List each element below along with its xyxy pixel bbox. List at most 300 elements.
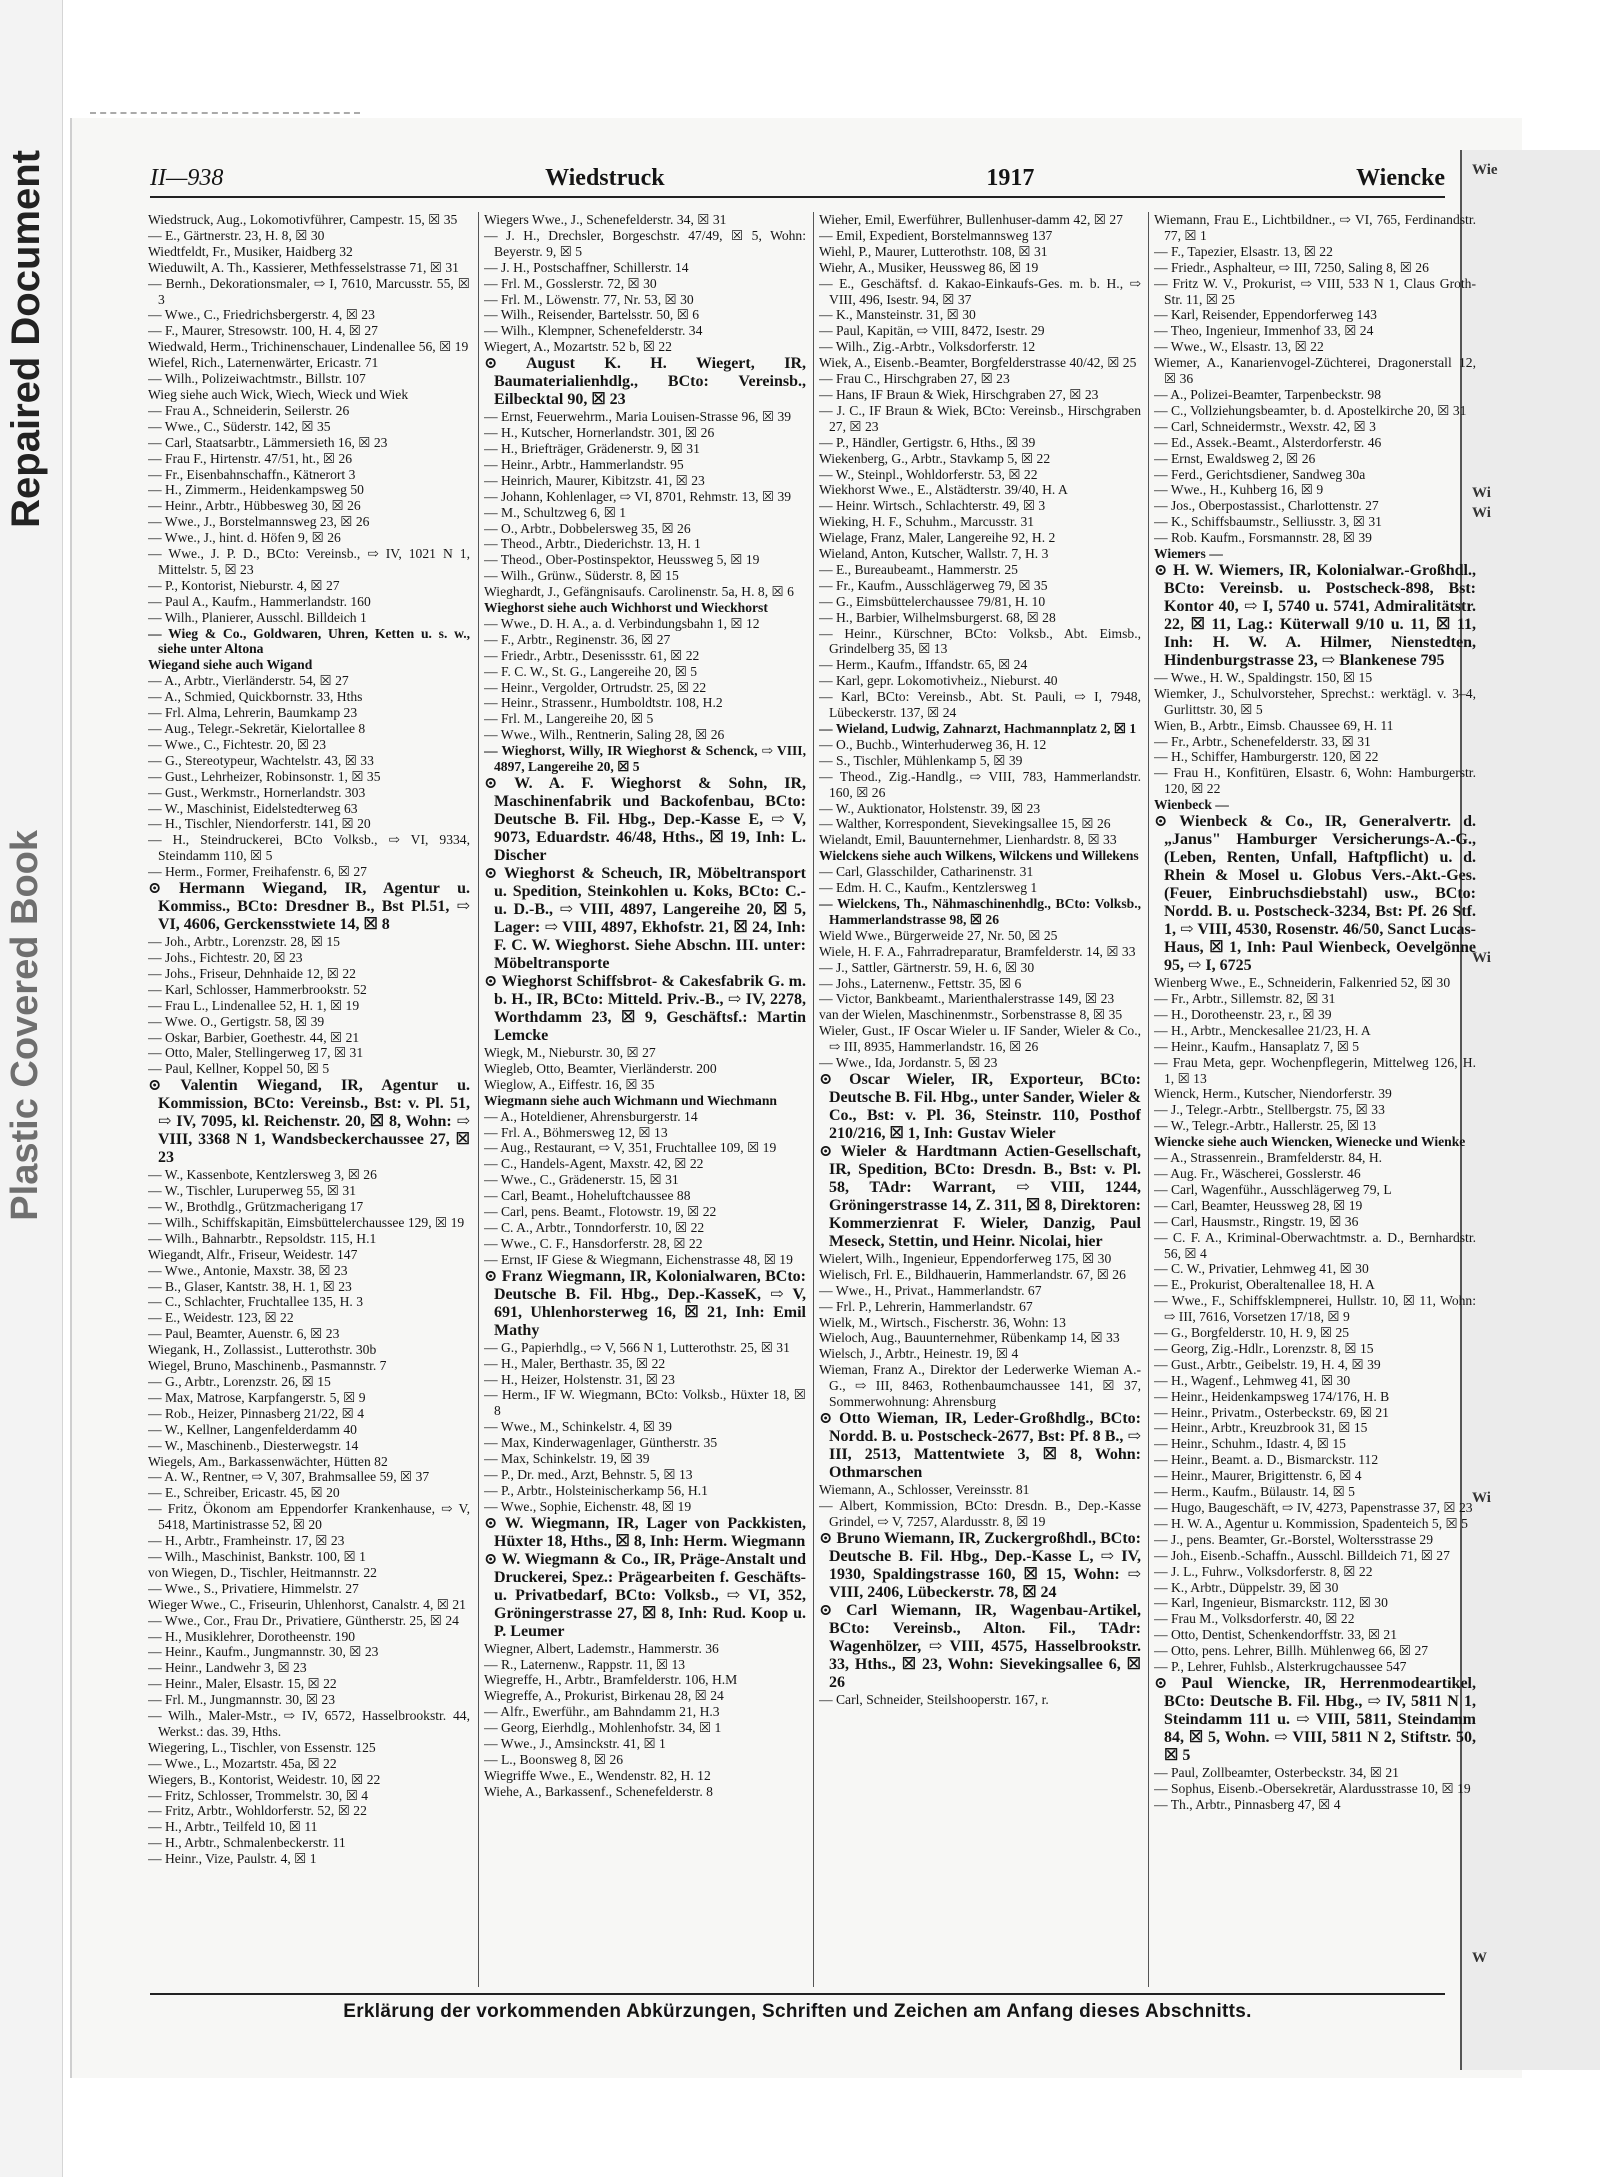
directory-entry: ⊙ W. Wiegmann & Co., IR, Präge-Anstalt und Druckerei, Spez.: Prägearbeiten f. Geschäfts- u. Privatbedarf, BCto: Volksb., ⇨ VI, 352, Gröningerstrasse 27, ☒ 8, Inh: Rud. Koop u. P. Leumer <box>484 1550 806 1640</box>
header-last-name: Wiencke <box>1356 164 1445 191</box>
directory-entry: Wiegk, M., Nieburstr. 30, ☒ 27 <box>484 1045 656 1060</box>
directory-entry: Wieduwilt, A. Th., Kassierer, Methfesselstrasse 71, ☒ 31 <box>148 259 459 275</box>
repaired-document-label: Repaired Document <box>4 150 48 528</box>
directory-entry: ⊙ Otto Wieman, IR, Leder-Großhdlg., BCto: Nordd. B. u. Postscheck-2677, Bst: Pf. 8 B., ⇨ III, 2513, Mattentwiete 3, ☒ 8, Wohn: Othmarschen <box>819 1410 1141 1481</box>
directory-entry: — L., Boonsweg 8, ☒ 26 <box>484 1752 624 1767</box>
directory-entry: — Sophus, Eisenb.-Obersekretär, Alardusstrasse 10, ☒ 19 <box>1154 1780 1471 1796</box>
directory-entry: — M., Schultzweg 6, ☒ 1 <box>484 504 627 520</box>
top-dashed-line <box>90 112 360 114</box>
directory-entry: — W., Telegr.-Arbtr., Hallerstr. 25, ☒ 13 <box>1154 1118 1377 1134</box>
directory-entry: — Wwe., C., Friedrichsbergerstr. 4, ☒ 23 <box>148 307 375 323</box>
directory-entry: — Heinr., Landwehr 3, ☒ 23 <box>148 1660 307 1676</box>
directory-entry: — Heinr., Vize, Paulstr. 4, ☒ 1 <box>148 1851 317 1867</box>
directory-entry: — O., Buchb., Winterhuderweg 36, H. 12 <box>819 736 1047 752</box>
directory-entry: Wiehe, A., Barkassenf., Schenefelderstr. 8 <box>484 1783 713 1799</box>
directory-entry: — Herm., Former, Freihafenstr. 6, ☒ 27 <box>148 864 367 880</box>
directory-entry: — Paul, Zollbeamter, Osterbeckstr. 34, ☒ 21 <box>1154 1764 1399 1780</box>
directory-entry: — Carl, Wagenführ., Ausschlägerweg 79, L <box>1154 1181 1392 1197</box>
directory-entry: Wiegand siehe auch Wigand <box>148 657 313 673</box>
directory-entry: — Wilh., Maschinist, Bankstr. 100, ☒ 1 <box>148 1548 366 1564</box>
directory-entry: — Heinrich, Maurer, Kibitzstr. 41, ☒ 23 <box>484 472 705 488</box>
directory-entry: — J. H., Postschaffner, Schillerstr. 14 <box>484 259 689 275</box>
directory-entry: — Fr., Kaufm., Ausschlägerweg 79, ☒ 35 <box>819 577 1048 593</box>
directory-entry: — H., Arbtr., Teilfeld 10, ☒ 11 <box>148 1819 318 1835</box>
directory-entry: Wiegels, Am., Barkassenwächter, Hütten 82 <box>148 1453 388 1469</box>
directory-entry: Wiegert, A., Mozartstr. 52 b, ☒ 22 <box>484 339 672 355</box>
directory-entry: Wielage, Franz, Maler, Langereihe 92, H. 2 <box>819 530 1056 546</box>
directory-entry: — Wwe., J., hint. d. Höfen 9, ☒ 26 <box>148 530 341 546</box>
directory-entry: — Wwe. O., Gertigstr. 58, ☒ 39 <box>148 1013 325 1029</box>
directory-entry: — Emil, Expedient, Borstelmannsweg 137 <box>819 227 1053 243</box>
directory-entry: ⊙ Oscar Wieler, IR, Exporteur, BCto: Deutsche B. Fil. Hbg., unter Sander, Wieler & Co., Bst: v. Pl. 36, Steinstr. 110, Posthof 210/216, ☒ 1, Inh: Gustav Wieler <box>819 1070 1141 1142</box>
directory-entry: — Wilh., Grünw., Süderstr. 8, ☒ 15 <box>484 568 679 584</box>
directory-entry: — Karl, Schlosser, Hammerbrookstr. 52 <box>148 981 367 997</box>
directory-column-2 <box>484 212 806 1987</box>
directory-entry: — Jos., Oberpostassist., Charlottenstr. 27 <box>1154 498 1379 514</box>
directory-entry: — Ed., Assek.-Beamt., Alsterdorferstr. 46 <box>1154 434 1382 450</box>
directory-entry: — Wwe., C., Süderstr. 142, ☒ 35 <box>148 418 331 434</box>
directory-entry: — A., Polizei-Beamter, Tarpenbeckstr. 98 <box>1154 386 1382 402</box>
directory-entry: ⊙ Carl Wiemann, IR, Wagenbau-Artikel, BCto: Vereinsb., Alton. Fil., TAdr: Wagenhölzer, ⇨ VIII, 4575, Hasselbrookstr. 33, Hths., ☒ 23, Wohn: Sievekingsallee 6, ☒ 26 <box>819 1601 1141 1691</box>
directory-entry: — Heinr., Kaufm., Hansaplatz 7, ☒ 5 <box>1154 1038 1360 1054</box>
directory-entry: Wieman, Franz A., Direktor der Lederwerke Wieman A.-G., ⇨ III, 8463, Rothenbaumchaussee 141, ☒ 37, Sommerwohnung: Ahrensburg <box>819 1362 1141 1410</box>
directory-entry: — H., Briefträger, Grädenerstr. 9, ☒ 31 <box>484 440 700 456</box>
directory-entry: Wienbeck — <box>1154 797 1229 813</box>
directory-entry: — Ernst, IF Giese & Wiegmann, Eichenstrasse 48, ☒ 19 <box>484 1251 793 1267</box>
directory-entry: ⊙ Wienbeck & Co., IR, Generalvertr. d. „Janus" Hamburger Versicherungs-A.-G., (Leben, Renten, Unfall, Haftpflicht) u. d. Rhein & Mosel u. Globus Vers.-Akt.-Ges. (Feuer, Einbruchsdiebstahl) usw., BCto: Nordd. B. u. Postscheck-3234, Bst: Pf. 26 Stf. 1, ⇨ VIII, 4530, Rosenstr. 46/50, Sanct Lucas-Haus, ☒ 1, Inh: Paul Wienbeck, Oevelgönne 95, ⇨ I, 6725 <box>1154 813 1476 975</box>
directory-entry: — Fritz, Arbtr., Wohldorferstr. 52, ☒ 22 <box>148 1803 367 1819</box>
directory-entry: — Fritz, Schlosser, Trommelstr. 30, ☒ 4 <box>148 1787 369 1803</box>
directory-entry: — Wwe., H., Kuhberg 16, ☒ 9 <box>1154 482 1324 498</box>
directory-entry: — Fr., Arbtr., Sillemstr. 82, ☒ 31 <box>1154 991 1336 1006</box>
directory-entry: — P., Arbtr., Holsteinischerkamp 56, H.1 <box>484 1482 708 1498</box>
directory-entry: — Georg, Zig.-Hdlr., Lorenzstr. 8, ☒ 15 <box>1154 1340 1374 1356</box>
directory-entry: — Gust., Werkmstr., Hornerlandstr. 303 <box>148 784 366 800</box>
directory-entry: — Oskar, Barbier, Goethestr. 44, ☒ 21 <box>148 1029 360 1045</box>
directory-entry: — Wwe., S., Privatiere, Himmelstr. 27 <box>148 1580 359 1596</box>
directory-entry: ⊙ Wieghorst Schiffsbrot- & Cakesfabrik G. m. b. H., IR, BCto: Mitteld. Priv.-B., ⇨ IV, 2278, Worthdamm 23, ☒ 9, Geschäftsf.: Martin Lemcke <box>484 973 806 1044</box>
directory-entry: — Wwe., Ida, Jordanstr. 5, ☒ 23 <box>819 1055 998 1071</box>
directory-entry: — Friedr., Arbtr., Desenissstr. 61, ☒ 22 <box>484 647 700 663</box>
directory-entry: — F., Maurer, Stresowstr. 100, H. 4, ☒ 27 <box>148 323 378 339</box>
header-first-name: Wiedstruck <box>545 164 665 191</box>
directory-entry: Wiemann, A., Schlosser, Vereinsstr. 81 <box>819 1482 1030 1497</box>
directory-entry: — C., Vollziehungsbeamter, b. d. Apostelkirche 20, ☒ 31 <box>1154 402 1467 418</box>
directory-entry: — Wieghorst, Willy, IR Wieghorst & Schenck, ⇨ VIII, 4897, Langereihe 20, ☒ 5 <box>484 743 806 775</box>
directory-entry: — A. W., Rentner, ⇨ V, 307, Brahmsallee 59, ☒ 37 <box>148 1469 430 1485</box>
directory-entry: Wiegandt, Alfr., Friseur, Weidestr. 147 <box>148 1246 358 1262</box>
directory-entry: — Wwe., Sophie, Eichenstr. 48, ☒ 19 <box>484 1498 692 1514</box>
directory-entry: — H., Kutscher, Hornerlandstr. 301, ☒ 26 <box>484 425 715 441</box>
directory-entry: — J. L., Fuhrw., Volksdorferstr. 8, ☒ 22 <box>1154 1563 1373 1579</box>
directory-entry: Wiele, H. F. A., Fahrradreparatur, Bramfelderstr. 14, ☒ 33 <box>819 943 1136 959</box>
directory-entry: — Frau A., Schneiderin, Seilerstr. 26 <box>148 402 350 418</box>
header-year: 1917 <box>986 164 1035 191</box>
directory-entry: — Bernh., Dekorationsmaler, ⇨ I, 7610, Marcusstr. 55, ☒ 3 <box>148 275 470 307</box>
directory-entry: — Paul, Kellner, Koppel 50, ☒ 5 <box>148 1061 330 1077</box>
directory-entry: — S., Tischler, Mühlenkamp 5, ☒ 39 <box>819 752 1023 768</box>
directory-entry: Wiegmann siehe auch Wichmann und Wiechmann <box>484 1092 777 1108</box>
directory-entry: — Frau H., Konfitüren, Elsastr. 6, Wohn: Hamburgerstr. 120, ☒ 22 <box>1154 765 1476 797</box>
directory-entry: — Wwe., L., Mozartstr. 45a, ☒ 22 <box>148 1755 337 1771</box>
directory-entry: — Fr., Eisenbahnschaffn., Kätnerort 3 <box>148 466 356 482</box>
directory-entry: — Frau Meta, gepr. Wochenpflegerin, Mittelweg 126, H. 1, ☒ 13 <box>1154 1054 1476 1086</box>
directory-entry: — Wwe., C. F., Hansdorferstr. 28, ☒ 22 <box>484 1235 703 1251</box>
directory-entry: — Rob. Kaufm., Forsmannstr. 28, ☒ 39 <box>1154 530 1372 546</box>
directory-entry: Wiekhorst Wwe., E., Alstädterstr. 39/40, H. A <box>819 482 1068 498</box>
directory-entry: — W., Kellner, Langenfelderdamm 40 <box>148 1421 357 1437</box>
directory-entry: — Frau L., Lindenallee 52, H. 1, ☒ 19 <box>148 997 360 1013</box>
directory-entry: — G., Arbtr., Lorenzstr. 26, ☒ 15 <box>148 1374 331 1389</box>
directory-entry: — H., Heizer, Holstenstr. 31, ☒ 23 <box>484 1371 675 1387</box>
directory-entry: — Carl, Staatsarbtr., Lämmersieth 16, ☒ 23 <box>148 434 388 450</box>
directory-entry: — Herm., Kaufm., Bülaustr. 14, ☒ 5 <box>1154 1484 1355 1500</box>
directory-entry: — Heinr., Maurer, Brigittenstr. 6, ☒ 4 <box>1154 1468 1362 1484</box>
directory-entry: — Wwe., F., Schiffsklempnerei, Hullstr. 10, ☒ 11, Wohn: ⇨ III, 7616, Vorsetzen 17/18, ☒ 9 <box>1154 1293 1476 1325</box>
directory-entry: Wieger Wwe., C., Friseurin, Uhlenhorst, Canalstr. 4, ☒ 21 <box>148 1596 466 1612</box>
directory-entry: — Wwe., Antonie, Maxstr. 38, ☒ 23 <box>148 1262 348 1278</box>
directory-entry: — J., Sattler, Gärtnerstr. 59, H. 6, ☒ 30 <box>819 959 1035 975</box>
directory-entry: Wiegleb, Otto, Beamter, Vierländerstr. 200 <box>484 1060 717 1076</box>
directory-entry: Wielsch, J., Arbtr., Heinestr. 19, ☒ 4 <box>819 1346 1019 1362</box>
directory-entry: Wiedwald, Herm., Trichinenschauer, Lindenallee 56, ☒ 19 <box>148 339 469 355</box>
directory-entry: — E., Weidestr. 123, ☒ 22 <box>148 1310 294 1326</box>
directory-entry: — E., Gärtnerstr. 23, H. 8, ☒ 30 <box>148 227 325 243</box>
column-divider <box>813 212 814 1987</box>
directory-entry: Wiegriffe Wwe., E., Wendenstr. 82, H. 12 <box>484 1767 711 1783</box>
directory-entry: Wiemer, A., Kanarienvogel-Züchterei, Dragonerstall 12, ☒ 36 <box>1154 355 1476 387</box>
directory-entry: — F. C. W., St. G., Langereihe 20, ☒ 5 <box>484 663 698 679</box>
directory-entry: — H., Barbier, Wilhelmsburgerst. 68, ☒ 28 <box>819 609 1056 625</box>
directory-entry: Wieler, Gust., IF Oscar Wieler u. IF Sander, Wieler & Co., ⇨ III, 8935, Hammerlandstr. 16, ☒ 26 <box>819 1023 1141 1055</box>
next-page-fragment: Wie <box>1472 162 1498 178</box>
directory-entry: — G., Stereotypeur, Wachtelstr. 43, ☒ 33 <box>148 752 374 768</box>
directory-entry: — Karl, gepr. Lokomotivheiz., Nieburst. 40 <box>819 673 1058 689</box>
directory-entry: — Heinr., Arbtr., Kreuzbrook 31, ☒ 15 <box>1154 1420 1368 1436</box>
directory-entry: — Theo, Ingenieur, Immenhof 33, ☒ 24 <box>1154 323 1374 339</box>
page-header <box>150 160 1445 198</box>
directory-entry: — J. H., Drechsler, Borgeschstr. 47/49, ☒ 5, Wohn: Beyerstr. 9, ☒ 5 <box>484 227 806 259</box>
directory-entry: — F., Tapezier, Elsastr. 13, ☒ 22 <box>1154 243 1333 259</box>
directory-entry: — Theod., Zig.-Handlg., ⇨ VIII, 783, Hammerlandstr. 160, ☒ 26 <box>819 768 1141 800</box>
directory-entry: — G., Papierhdlg., ⇨ V, 566 N 1, Lutterothstr. 25, ☒ 31 <box>484 1339 790 1355</box>
directory-entry: — H., Arbtr., Schmalenbeckerstr. 11 <box>148 1835 346 1851</box>
directory-entry: — Carl, Glasschilder, Catharinenstr. 31 <box>819 864 1034 880</box>
directory-entry: — W., Maschinenb., Diesterwegstr. 14 <box>148 1437 359 1453</box>
directory-entry: — H., Tischler, Niendorferstr. 141, ☒ 20 <box>148 816 371 832</box>
directory-entry: ⊙ Wieler & Hardtmann Actien-Gesellschaft, IR, Spedition, BCto: Dresdn. B., Bst: v. Pl. 58, TAdr: Warrant, ⇨ VIII, 1244, Gröningerstrasse 14, Z. 311, ☒ 8, Direktoren: Kommerzienrat F. Wieler, Danzig, Paul Meseck, Stettin, und Heinr. Nicolai, hier <box>819 1142 1141 1250</box>
directory-entry: — Frl. M., Langereihe 20, ☒ 5 <box>484 711 654 727</box>
directory-column-3 <box>819 212 1141 1987</box>
directory-entry: — Herm., IF W. Wiegmann, BCto: Volksb., Hüxter 18, ☒ 8 <box>484 1387 806 1419</box>
directory-entry: — Fr., Arbtr., Schenefelderstr. 33, ☒ 31 <box>1154 733 1371 749</box>
directory-entry: — A., Arbtr., Vierländerstr. 54, ☒ 27 <box>148 673 349 689</box>
directory-entry: — Wilh., Reisender, Bartelsstr. 50, ☒ 6 <box>484 307 700 323</box>
directory-entry: ⊙ Bruno Wiemann, IR, Zuckergroßhdl., BCto: Deutsche B. Fil. Hbg., Dep.-Kasse L, ⇨ IV, 1930, Spaldingstrasse 160, ☒ 15, Wohn: ⇨ VIII, 2406, Lübeckerstr. 78, ☒ 24 <box>819 1529 1141 1601</box>
directory-entry: — W., Steinpl., Wohldorferstr. 53, ☒ 22 <box>819 466 1038 482</box>
directory-entry: — Wilh., Planierer, Ausschl. Billdeich 1 <box>148 609 367 625</box>
directory-entry: — Joh., Eisenb.-Schaffn., Ausschl. Billdeich 71, ☒ 27 <box>1154 1547 1450 1563</box>
directory-entry: — H., Wagenf., Lehmweg 41, ☒ 30 <box>1154 1372 1351 1388</box>
directory-entry: — G., Eimsbüttelerchaussee 79/81, H. 10 <box>819 593 1046 609</box>
directory-entry: — Wilh., Polizeiwachtmstr., Billstr. 107 <box>148 371 366 387</box>
directory-entry: Wieher, Emil, Ewerführer, Bullenhuser-damm 42, ☒ 27 <box>819 212 1123 227</box>
directory-entry: ⊙ H. W. Wiemers, IR, Kolonialwar.-Großhdl., BCto: Vereinsb. u. Postscheck-898, Bst: Kontor 40, ⇨ I, 5740 u. 5741, Admiralitätstr. 22, ☒ 11, Lag.: Küterwall 9/10 u. 11, ☒ 11, Inh: H. W. A. Hilmer, Nienstedten, Hindenburgstrasse 23, ⇨ Blankenese 795 <box>1154 561 1476 669</box>
directory-entry: — P., Dr. med., Arzt, Behnstr. 5, ☒ 13 <box>484 1466 693 1482</box>
directory-entry: — J. C., IF Braun & Wiek, BCto: Vereinsb., Hirschgraben 27, ☒ 23 <box>819 402 1141 434</box>
directory-entry: Wiedstruck, Aug., Lokomotivführer, Campestr. 15, ☒ 35 <box>148 212 458 227</box>
directory-entry: — K., Arbtr., Düppelstr. 39, ☒ 30 <box>1154 1579 1339 1595</box>
directory-entry: — Heinr., Heidenkampsweg 174/176, H. B <box>1154 1388 1390 1404</box>
directory-entry: Wield Wwe., Bürgerweide 27, Nr. 50, ☒ 25 <box>819 927 1058 943</box>
directory-entry: — Wieland, Ludwig, Zahnarzt, Hachmannplatz 2, ☒ 1 <box>819 721 1137 736</box>
directory-entry: — Carl, Schneidermstr., Wexstr. 42, ☒ 3 <box>1154 418 1376 434</box>
directory-entry: — Friedr., Asphalteur, ⇨ III, 7250, Saling 8, ☒ 26 <box>1154 259 1429 275</box>
directory-entry: Wieghardt, J., Gefängnisaufs. Carolinenstr. 5a, H. 8, ☒ 6 <box>484 584 794 600</box>
directory-entry: Wieland, Anton, Kutscher, Wallstr. 7, H. 3 <box>819 546 1049 562</box>
directory-entry: — H., Arbtr., Menckesallee 21/23, H. A <box>1154 1022 1371 1038</box>
directory-entry: — Victor, Bankbeamt., Marienthalerstrasse 149, ☒ 23 <box>819 991 1115 1007</box>
directory-entry: — H., Maler, Berthastr. 35, ☒ 22 <box>484 1355 666 1371</box>
directory-entry: — Heinr., Privatm., Osterbeckstr. 69, ☒ 21 <box>1154 1404 1389 1420</box>
directory-entry: — Wwe., Wilh., Rentnerin, Saling 28, ☒ 26 <box>484 727 725 743</box>
directory-entry: ⊙ W. Wiegmann, IR, Lager von Packkisten, Hüxter 18, Hths., ☒ 8, Inh: Herm. Wiegmann <box>484 1514 806 1550</box>
left-edge-strip <box>0 0 63 2177</box>
directory-entry: — Karl, BCto: Vereinsb., Abt. St. Pauli, ⇨ I, 7948, Lübeckerstr. 137, ☒ 24 <box>819 689 1141 721</box>
directory-entry: — Joh., Arbtr., Lorenzstr. 28, ☒ 15 <box>148 934 340 950</box>
directory-entry: — C. F. A., Kriminal-Oberwachtmstr. a. D., Bernhardstr. 56, ☒ 4 <box>1154 1229 1476 1261</box>
directory-entry: Wiemker, J., Schulvorsteher, Sprechst.: werktägl. v. 3–4, Gurlittstr. 30, ☒ 5 <box>1154 685 1476 717</box>
directory-entry: ⊙ Franz Wiegmann, IR, Kolonialwaren, BCto: Deutsche B. Fil. Hbg., Dep.-KasseK, ⇨ V, 691, Uhlenhorsterweg 16, ☒ 21, Inh: Emil Mathy <box>484 1267 806 1339</box>
directory-entry: — Fritz, Ökonom am Eppendorfer Krankenhause, ⇨ V, 5418, Martinistrasse 52, ☒ 20 <box>148 1501 470 1533</box>
directory-entry: Wiegreffe, H., Arbtr., Bramfelderstr. 106, H.M <box>484 1672 738 1688</box>
directory-entry: — O., Arbtr., Dobbelersweg 35, ☒ 26 <box>484 520 691 536</box>
directory-entry: — W., Maschinist, Eidelstedterweg 63 <box>148 800 358 816</box>
directory-entry: — E., Bureaubeamt., Hammerstr. 25 <box>819 561 1018 577</box>
next-page-fragment: Wi <box>1472 485 1491 501</box>
directory-entry: Wiehl, P., Maurer, Lutterothstr. 108, ☒ 31 <box>819 243 1048 259</box>
directory-entry: Wieghorst siehe auch Wichhorst und Wieckhorst <box>484 600 768 616</box>
directory-entry: Wiegel, Bruno, Maschinenb., Pasmannstr. 7 <box>148 1358 387 1374</box>
directory-entry: Wiefel, Rich., Laternenwärter, Ericastr. 71 <box>148 355 379 371</box>
directory-entry: — B., Glaser, Kantstr. 38, H. 1, ☒ 23 <box>148 1278 352 1294</box>
directory-entry: ⊙ Hermann Wiegand, IR, Agentur u. Kommiss., BCto: Dresdner B., Bst Pl.51, ⇨ VI, 4606, Gerckensstwiete 14, ☒ 8 <box>148 880 470 934</box>
directory-entry: — Johs., Laternenw., Fettstr. 35, ☒ 6 <box>819 975 1022 991</box>
directory-entry: Wiegering, L., Tischler, von Essenstr. 125 <box>148 1739 376 1755</box>
directory-entry: — Rob., Heizer, Pinnasberg 21/22, ☒ 4 <box>148 1405 365 1421</box>
directory-entry: — E., Schreiber, Ericastr. 45, ☒ 20 <box>148 1485 340 1501</box>
column-divider <box>478 212 479 1987</box>
directory-entry: Wielert, Wilh., Ingenieur, Eppendorferweg 175, ☒ 30 <box>819 1250 1112 1266</box>
directory-entry: Wielk, M., Wirtsch., Fischerstr. 36, Wohn: 13 <box>819 1314 1066 1330</box>
directory-entry: — Frl. M., Löwenstr. 77, Nr. 53, ☒ 30 <box>484 291 694 307</box>
directory-entry: — Gust., Lehrheizer, Robinsonstr. 1, ☒ 35 <box>148 768 381 784</box>
directory-entry: — Wwe., D. H. A., a. d. Verbindungsbahn 1, ☒ 12 <box>484 615 760 631</box>
directory-column-4 <box>1154 212 1476 1987</box>
directory-entry: — Carl, Schneider, Steilshooperstr. 167, r. <box>819 1691 1049 1707</box>
directory-entry: — H., Steindruckerei, BCto Volksb., ⇨ VI, 9334, Steindamm 110, ☒ 5 <box>148 832 470 864</box>
directory-entry: van der Wielen, Maschinenmstr., Sorbenstrasse 8, ☒ 35 <box>819 1007 1123 1023</box>
directory-entry: — C., Handels-Agent, Maxstr. 42, ☒ 22 <box>484 1156 704 1172</box>
directory-entry: — Aug., Telegr.-Sekretär, Kielortallee 8 <box>148 721 366 736</box>
directory-entry: Wien, B., Arbtr., Eimsb. Chaussee 69, H. 11 <box>1154 717 1394 733</box>
abbreviation-footnote: Erklärung der vorkommenden Abkürzungen, Schriften und Zeichen am Anfang dieses Abschnitts. <box>150 1993 1445 2023</box>
directory-entry: — H., Zimmerm., Heidenkampsweg 50 <box>148 482 364 498</box>
directory-entry: — Karl, Reisender, Eppendorferweg 143 <box>1154 307 1377 323</box>
directory-entry: — Wilh., Maler-Mstr., ⇨ IV, 6572, Hasselbrookstr. 44, Werkst.: das. 39, Hths. <box>148 1708 470 1739</box>
directory-entry: von Wiegen, D., Tischler, Heitmannstr. 22 <box>148 1564 377 1580</box>
directory-entry: — Heinr., Arbtr., Hammerlandstr. 95 <box>484 456 684 472</box>
directory-entry: — Fritz W. V., Prokurist, ⇨ VIII, 533 N 1, Claus Groth-Str. 11, ☒ 25 <box>1154 275 1476 307</box>
directory-entry: Wieloch, Aug., Bauunternehmer, Rübenkamp 14, ☒ 33 <box>819 1330 1120 1346</box>
directory-entry: — W., Brothdlg., Grützmacherigang 17 <box>148 1199 364 1215</box>
directory-entry: ⊙ Valentin Wiegand, IR, Agentur u. Kommission, BCto: Vereinsb., Bst: v. Pl. 51, ⇨ IV, 7095, kl. Reichenstr. 20, ☒ 8, Wohn: ⇨ VIII, 3368 N 1, Wandsbeckerchaussee 27, ☒ 23 <box>148 1077 470 1167</box>
next-page-edge <box>1460 150 1600 2070</box>
directory-entry: — A., Hoteldiener, Ahrensburgerstr. 14 <box>484 1108 698 1124</box>
directory-entry: — Walther, Korrespondent, Sievekingsallee 15, ☒ 26 <box>819 816 1111 832</box>
directory-entry: — G., Borgfelderstr. 10, H. 9, ☒ 25 <box>1154 1325 1350 1341</box>
directory-entry: — Carl, Beamter, Heussweg 28, ☒ 19 <box>1154 1197 1363 1213</box>
directory-entry: Wiekenberg, G., Arbtr., Stavkamp 5, ☒ 22 <box>819 450 1051 466</box>
directory-entry: — Wwe., Cor., Frau Dr., Privatiere, Güntherstr. 25, ☒ 24 <box>148 1612 459 1628</box>
directory-entry: — Wilh., Schiffskapitän, Eimsbüttelerchaussee 129, ☒ 19 <box>148 1214 465 1230</box>
directory-entry: — Theod., Ober-Postinspektor, Heussweg 5, ☒ 19 <box>484 552 760 568</box>
directory-entry: — Johs., Friseur, Dehnhaide 12, ☒ 22 <box>148 965 356 981</box>
directory-entry: Wiegers Wwe., J., Schenefelderstr. 34, ☒ 31 <box>484 212 727 227</box>
directory-entry: Wielisch, Frl. E., Bildhauerin, Hammerlandstr. 67, ☒ 26 <box>819 1266 1126 1282</box>
directory-entry: — F., Arbtr., Reginenstr. 36, ☒ 27 <box>484 631 671 647</box>
directory-entry: — Otto, pens. Lehrer, Billh. Mühlenweg 66, ☒ 27 <box>1154 1643 1429 1659</box>
directory-entry: — Edm. H. C., Kaufm., Kentzlersweg 1 <box>819 880 1038 896</box>
directory-entry: Wiehr, A., Musiker, Heussweg 86, ☒ 19 <box>819 259 1039 275</box>
directory-entry: — C. W., Privatier, Lehmweg 41, ☒ 30 <box>1154 1261 1369 1277</box>
directory-entry: — Heinr., Beamt. a. D., Bismarckstr. 112 <box>1154 1452 1379 1468</box>
directory-entry: — Wielckens, Th., Nähmaschinenhdlg., BCto: Volksb., Hammerlandstrasse 98, ☒ 26 <box>819 895 1141 927</box>
directory-entry: — Heinr., Kaufm., Jungmannstr. 30, ☒ 23 <box>148 1644 379 1660</box>
column-divider <box>1148 212 1149 1987</box>
directory-entry: — Wwe., J., Borstelmannsweg 23, ☒ 26 <box>148 514 370 530</box>
directory-entry: Wiek, A., Eisenb.-Beamter, Borgfelderstrasse 40/42, ☒ 25 <box>819 355 1137 371</box>
directory-entry: — Wwe., J., Amsinckstr. 41, ☒ 1 <box>484 1736 666 1752</box>
directory-entry: — Wilh., Bahnarbtr., Repsoldstr. 115, H.1 <box>148 1230 377 1246</box>
directory-entry: — H., Schiffer, Hamburgerstr. 120, ☒ 22 <box>1154 749 1379 765</box>
directory-entry: — R., Laternenw., Rappstr. 11, ☒ 13 <box>484 1656 686 1672</box>
directory-entry: — J., pens. Beamter, Gr.-Borstel, Woltersstrasse 29 <box>1154 1531 1434 1547</box>
directory-entry: — P., Lehrer, Fuhlsb., Alsterkrugchaussee 547 <box>1154 1659 1407 1675</box>
directory-entry: Wieglow, A., Eiffestr. 16, ☒ 35 <box>484 1076 655 1092</box>
directory-entry: — Heinr., Schuhm., Idastr. 4, ☒ 15 <box>1154 1436 1346 1452</box>
directory-entry: — Frau F., Hirtenstr. 47/51, ht., ☒ 26 <box>148 450 353 466</box>
directory-entry: Wiemers — <box>1154 546 1223 562</box>
directory-entry: — Frau M., Volksdorferstr. 40, ☒ 22 <box>1154 1611 1355 1627</box>
directory-entry: — Frl. A., Böhmersweg 12, ☒ 13 <box>484 1124 668 1140</box>
next-page-fragment: Wi <box>1472 505 1491 521</box>
directory-entry: — Max, Matrose, Karpfangerstr. 5, ☒ 9 <box>148 1389 366 1405</box>
directory-entry: — P., Kontorist, Nieburstr. 4, ☒ 27 <box>148 577 340 593</box>
directory-entry: — Wwe., C., Grädenerstr. 15, ☒ 31 <box>484 1172 679 1188</box>
directory-entry: Wiegank, H., Zollassist., Lutterothstr. 30b <box>148 1342 377 1358</box>
directory-entry: — Aug., Restaurant, ⇨ V, 351, Fruchtallee 109, ☒ 19 <box>484 1140 777 1156</box>
directory-entry: — Heinr., Maler, Elsastr. 15, ☒ 22 <box>148 1676 337 1692</box>
directory-entry: Wienck, Herm., Kutscher, Niendorferstr. 39 <box>1154 1086 1392 1102</box>
directory-entry: — A., Schmied, Quickbornstr. 33, Hths <box>148 689 363 705</box>
directory-entry: — Hugo, Baugeschäft, ⇨ IV, 4273, Papenstrasse 37, ☒ 23 <box>1154 1500 1473 1515</box>
directory-entry: — Heinr. Wirtsch., Schlachterstr. 49, ☒ 3 <box>819 498 1046 514</box>
directory-entry: — Frl. M., Gosslerstr. 72, ☒ 30 <box>484 275 657 291</box>
directory-entry: — Albert, Kommission, BCto: Dresdn. B., Dep.-Kasse Grindel, ⇨ V, 7257, Alardusstr. 8, ☒ 19 <box>819 1497 1141 1529</box>
directory-entry: Wiegers, B., Kontorist, Weidestr. 10, ☒ 22 <box>148 1771 381 1787</box>
next-page-fragment: Wi <box>1472 950 1491 966</box>
directory-entry: — Paul, Beamter, Auenstr. 6, ☒ 23 <box>148 1326 340 1342</box>
directory-entry: — Alfr., Ewerführ., am Bahndamm 21, H.3 <box>484 1704 720 1720</box>
directory-entry: — Max, Kinderwagenlager, Güntherstr. 35 <box>484 1435 718 1451</box>
directory-entry: — H., Musiklehrer, Dorotheenstr. 190 <box>148 1628 356 1644</box>
directory-entry: — Otto, Maler, Stellingerweg 17, ☒ 31 <box>148 1045 364 1061</box>
page-number: II—938 <box>150 164 224 191</box>
directory-entry: — Otto, Dentist, Schenkendorffstr. 33, ☒ 21 <box>1154 1627 1398 1643</box>
directory-entry: Wiegreffe, A., Prokurist, Birkenau 28, ☒ 24 <box>484 1688 724 1704</box>
directory-entry: — W., Kassenbote, Kentzlersweg 3, ☒ 26 <box>148 1167 377 1183</box>
directory-entry: — Ernst, Feuerwehrm., Maria Louisen-Strasse 96, ☒ 39 <box>484 409 792 425</box>
directory-entry: — Carl, Beamt., Hoheluftchaussee 88 <box>484 1188 691 1204</box>
directory-entry: — Johs., Fichtestr. 20, ☒ 23 <box>148 949 303 965</box>
directory-entry: Wiemann, Frau E., Lichtbildner., ⇨ VI, 765, Ferdinandstr. 77, ☒ 1 <box>1154 212 1476 243</box>
directory-entry: — W., Auktionator, Holstenstr. 39, ☒ 23 <box>819 800 1041 816</box>
directory-entry: — W., Tischler, Luruperweg 55, ☒ 31 <box>148 1183 356 1199</box>
directory-entry: — Johann, Kohlenlager, ⇨ VI, 8701, Rehmstr. 13, ☒ 39 <box>484 488 792 504</box>
directory-entry: — Heinr., Kürschner, BCto: Volksb., Abt. Eimsb., Grindelberg 35, ☒ 13 <box>819 625 1141 657</box>
directory-entry: — Frau C., Hirschgraben 27, ☒ 23 <box>819 371 1010 387</box>
directory-entry: — P., Händler, Gertigstr. 6, Hths., ☒ 39 <box>819 434 1036 450</box>
directory-entry: ⊙ Wieghorst & Scheuch, IR, Möbeltransport u. Spedition, Steinkohlen u. Koks, BCto: C.- u. D.-B., ⇨ VIII, 4897, Langereihe 20, ☒ 5, Lager: ⇨ VIII, 4897, Ekhofstr. 21, ☒ 24, Inh: F. C. W. Wieghorst. Siehe Abschn. III. unter: Möbeltransporte <box>484 865 806 972</box>
directory-entry: Wiencke siehe auch Wiencken, Wienecke und Wienke <box>1154 1134 1466 1150</box>
directory-entry: — E., Geschäftsf. d. Kakao-Einkaufs-Ges. m. b. H., ⇨ VIII, 496, Isestr. 94, ☒ 37 <box>819 275 1141 307</box>
directory-entry: — Theod., Arbtr., Diederichstr. 13, H. 1 <box>484 536 701 552</box>
directory-entry: — Aug. Fr., Wäscherei, Gosslerstr. 46 <box>1154 1165 1361 1181</box>
directory-entry: — Georg, Eierhdlg., Mohlenhofstr. 34, ☒ 1 <box>484 1720 722 1736</box>
directory-entry: — Karl, Ingenieur, Bismarckstr. 112, ☒ 30 <box>1154 1595 1388 1611</box>
directory-entry: — H., Arbtr., Framheinstr. 17, ☒ 23 <box>148 1533 345 1549</box>
directory-entry: — Herm., Kaufm., Iffandstr. 65, ☒ 24 <box>819 657 1028 673</box>
plastic-covered-book-label: Plastic Covered Book <box>4 830 46 1221</box>
directory-entry: — Carl, pens. Beamt., Flotowstr. 19, ☒ 22 <box>484 1204 717 1220</box>
directory-entry: — Heinr., Vergolder, Ortrudstr. 25, ☒ 22 <box>484 679 707 695</box>
directory-entry: — Gust., Arbtr., Geibelstr. 19, H. 4, ☒ 39 <box>1154 1356 1381 1372</box>
directory-entry: — Wwe., J. P. D., BCto: Vereinsb., ⇨ IV, 1021 N 1, Mittelstr. 5, ☒ 23 <box>148 546 470 577</box>
directory-entry: — K., Mansteinstr. 31, ☒ 30 <box>819 307 976 323</box>
directory-entry: — Carl, Hausmstr., Ringstr. 19, ☒ 36 <box>1154 1213 1359 1229</box>
directory-entry: — C. A., Arbtr., Tonndorferstr. 10, ☒ 22 <box>484 1219 705 1235</box>
directory-entry: — Ferd., Gerichtsdiener, Sandweg 30a <box>1154 466 1366 482</box>
directory-entry: Wielandt, Emil, Bauunternehmer, Lienhardstr. 8, ☒ 33 <box>819 832 1117 848</box>
directory-entry: — Heinr., Strassenr., Humboldtstr. 108, H.2 <box>484 695 723 711</box>
directory-entry: — J., Telegr.-Arbtr., Stellbergstr. 75, ☒ 33 <box>1154 1102 1385 1118</box>
directory-entry: — Frl. M., Jungmannstr. 30, ☒ 23 <box>148 1692 336 1708</box>
directory-entry: — H. W. A., Agentur u. Kommission, Spadenteich 5, ☒ 5 <box>1154 1515 1468 1531</box>
directory-entry: Wieking, H. F., Schuhm., Marcusstr. 31 <box>819 514 1035 530</box>
directory-entry: — Hans, IF Braun & Wiek, Hirschgraben 27, ☒ 23 <box>819 386 1099 402</box>
directory-entry: — Max, Schinkelstr. 19, ☒ 39 <box>484 1451 650 1467</box>
directory-entry: — E., Prokurist, Oberaltenallee 18, H. A <box>1154 1277 1375 1293</box>
next-page-fragment: W <box>1472 1950 1487 1966</box>
directory-entry: — Wwe., M., Schinkelstr. 4, ☒ 39 <box>484 1419 672 1435</box>
directory-entry: — Wwe., H., Privat., Hammerlandstr. 67 <box>819 1282 1042 1298</box>
directory-entry: Wiedtfeldt, Fr., Musiker, Haidberg 32 <box>148 243 353 259</box>
next-page-fragment: Wi <box>1472 1490 1491 1506</box>
directory-entry: Wiegner, Albert, Lademstr., Hammerstr. 36 <box>484 1640 719 1656</box>
directory-entry: — Th., Arbtr., Pinnasberg 47, ☒ 4 <box>1154 1796 1341 1812</box>
directory-entry: Wieg siehe auch Wick, Wiech, Wieck und Wiek <box>148 386 409 402</box>
